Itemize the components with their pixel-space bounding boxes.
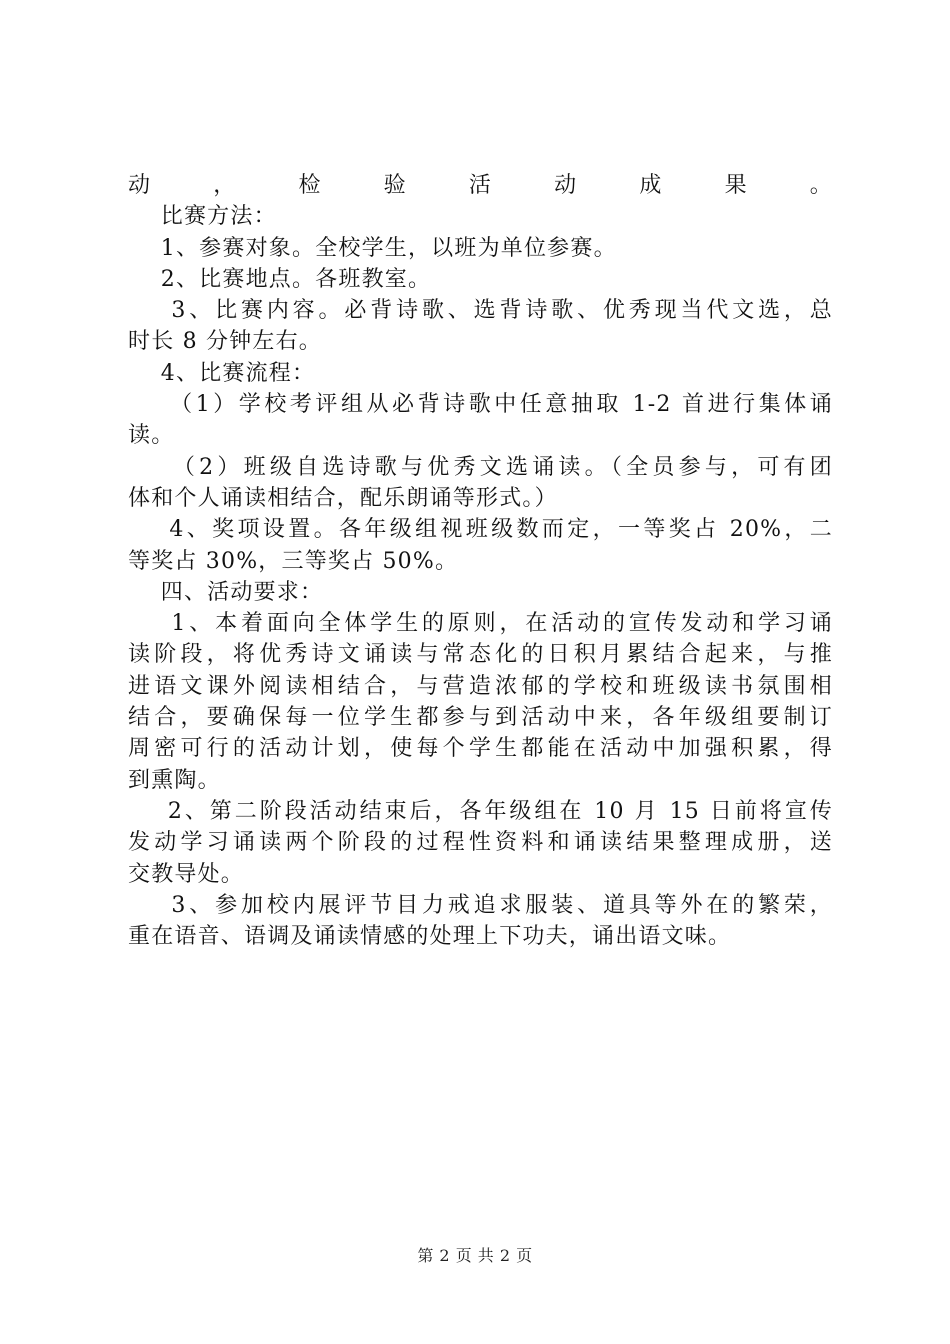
text-line: 3、参加校内展评节目力戒追求服装、道具等外在的繁荣，: [128, 892, 833, 918]
text-line: 交教导处。: [128, 861, 245, 887]
document-body: [128, 170, 833, 952]
text-line: 读阶段，将优秀诗文诵读与常态化的日积月累结合起来，与推: [128, 642, 833, 668]
text-line: （1）学校考评组从必背诗歌中任意抽取 1-2 首进行集体诵: [128, 392, 833, 418]
text-line: 比赛方法：: [128, 204, 277, 230]
text-line: （2）班级自选诗歌与优秀文选诵读。（全员参与，可有团: [128, 454, 833, 480]
page-footer: 第 2 页 共 2 页: [417, 1246, 533, 1265]
text-line: 等奖占 30%，三等奖占 50%。: [128, 548, 459, 574]
text-line: 结合，要确保每一位学生都参与到活动中来，各年级组要制订: [128, 705, 833, 731]
text-line: 1、本着面向全体学生的原则，在活动的宣传发动和学习诵: [128, 611, 833, 637]
text-line: 动，检验活动成果。: [128, 173, 833, 198]
text-line: 体和个人诵读相结合，配乐朗诵等形式。）: [128, 485, 558, 511]
text-line: 4、奖项设置。各年级组视班级数而定，一等奖占 20%，二: [128, 517, 833, 543]
text-line: 进语文课外阅读相结合，与营造浓郁的学校和班级读书氛围相: [128, 673, 833, 699]
text-line: 重在语音、语调及诵读情感的处理上下功夫，诵出语文味。: [128, 924, 732, 950]
text-line: 2、第二阶段活动结束后，各年级组在 10 月 15 日前将宣传: [128, 798, 833, 824]
text-line: 四、活动要求：: [128, 579, 324, 605]
text-line: 4、比赛流程：: [128, 360, 316, 386]
text-line: 到熏陶。: [128, 767, 221, 793]
text-line: 周密可行的活动计划，使每个学生都能在活动中加强积累，得: [128, 736, 833, 762]
text-line: 2、比赛地点。各班教室。: [128, 266, 432, 292]
text-line: 1、参赛对象。全校学生，以班为单位参赛。: [128, 235, 617, 261]
text-line: 发动学习诵读两个阶段的过程性资料和诵读结果整理成册，送: [128, 830, 833, 856]
text-line: 读。: [128, 423, 175, 449]
text-line: 3、比赛内容。必背诗歌、选背诗歌、优秀现当代文选，总: [128, 298, 833, 324]
text-line: 时长 8 分钟左右。: [128, 329, 322, 355]
